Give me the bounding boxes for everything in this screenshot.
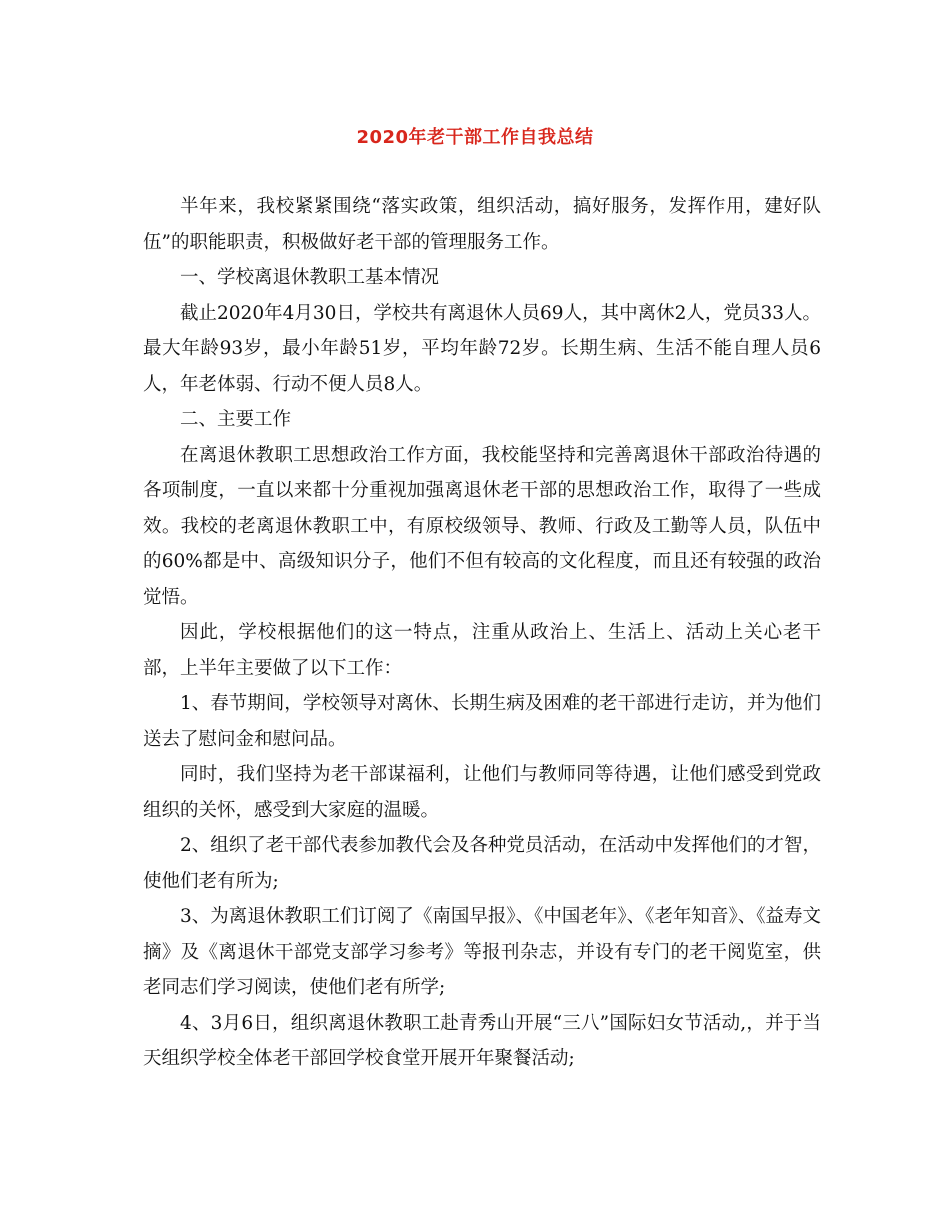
section-heading-main-work: 二、主要工作 (180, 409, 292, 430)
list-item-3: 3、为离退休教职工们订阅了《南国早报》、《中国老年》、《老年知音》、《益寿文摘》及《离退休干部党支部学习参考》等报刊杂志，并设有专门的老干阅览室，供老同志们学习阅读，使他们老有所学; (143, 906, 821, 998)
list-item-4: 4、3月6日，组织离退休教职工赴青秀山开展“三八”国际妇女节活动,，并于当天组织学校全体老干部回学校食堂开展开年聚餐活动; (143, 1012, 821, 1069)
list-item-2: 2、组织了老干部代表参加教代会及各种党员活动，在活动中发挥他们的才智，使他们老有所为; (143, 835, 821, 892)
document-body (143, 189, 821, 1077)
paragraph-welfare: 同时，我们坚持为老干部谋福利，让他们与教师同等待遇，让他们感受到党政组织的关怀，感受到大家庭的温暖。 (143, 764, 821, 821)
paragraph-intro: 半年来，我校紧紧围绕“落实政策，组织活动，搞好服务，发挥作用，建好队伍”的职能职责，积极做好老干部的管理服务工作。 (143, 196, 821, 253)
document-title: 2020年老干部工作自我总结 (356, 127, 594, 148)
paragraph-therefore: 因此，学校根据他们的这一特点，注重从政治上、生活上、活动上关心老干部，上半年主要做了以下工作： (143, 622, 821, 679)
paragraph-statistics: 截止2020年4月30日，学校共有离退休人员69人，其中离休2人，党员33人。最大年龄93岁，最小年龄51岁，平均年龄72岁。长期生病、生活不能自理人员6人，年老体弱、行动不便人员8人。 (143, 302, 821, 395)
list-item-1: 1、春节期间，学校领导对离休、长期生病及困难的老干部进行走访，并为他们送去了慰问金和慰问品。 (143, 693, 821, 750)
paragraph-political-work: 在离退休教职工思想政治工作方面，我校能坚持和完善离退休干部政治待遇的各项制度，一直以来都十分重视加强离退休老干部的思想政治工作，取得了一些成效。我校的老离退休教职工中，有原校级领导、教师、行政及工勤等人员，队伍中的60%都是中、高级知识分子，他们不但有较高的文化程度，而且还有较强的政治觉悟。 (143, 444, 821, 608)
section-heading-basic-info: 一、学校离退休教职工基本情况 (180, 267, 440, 288)
